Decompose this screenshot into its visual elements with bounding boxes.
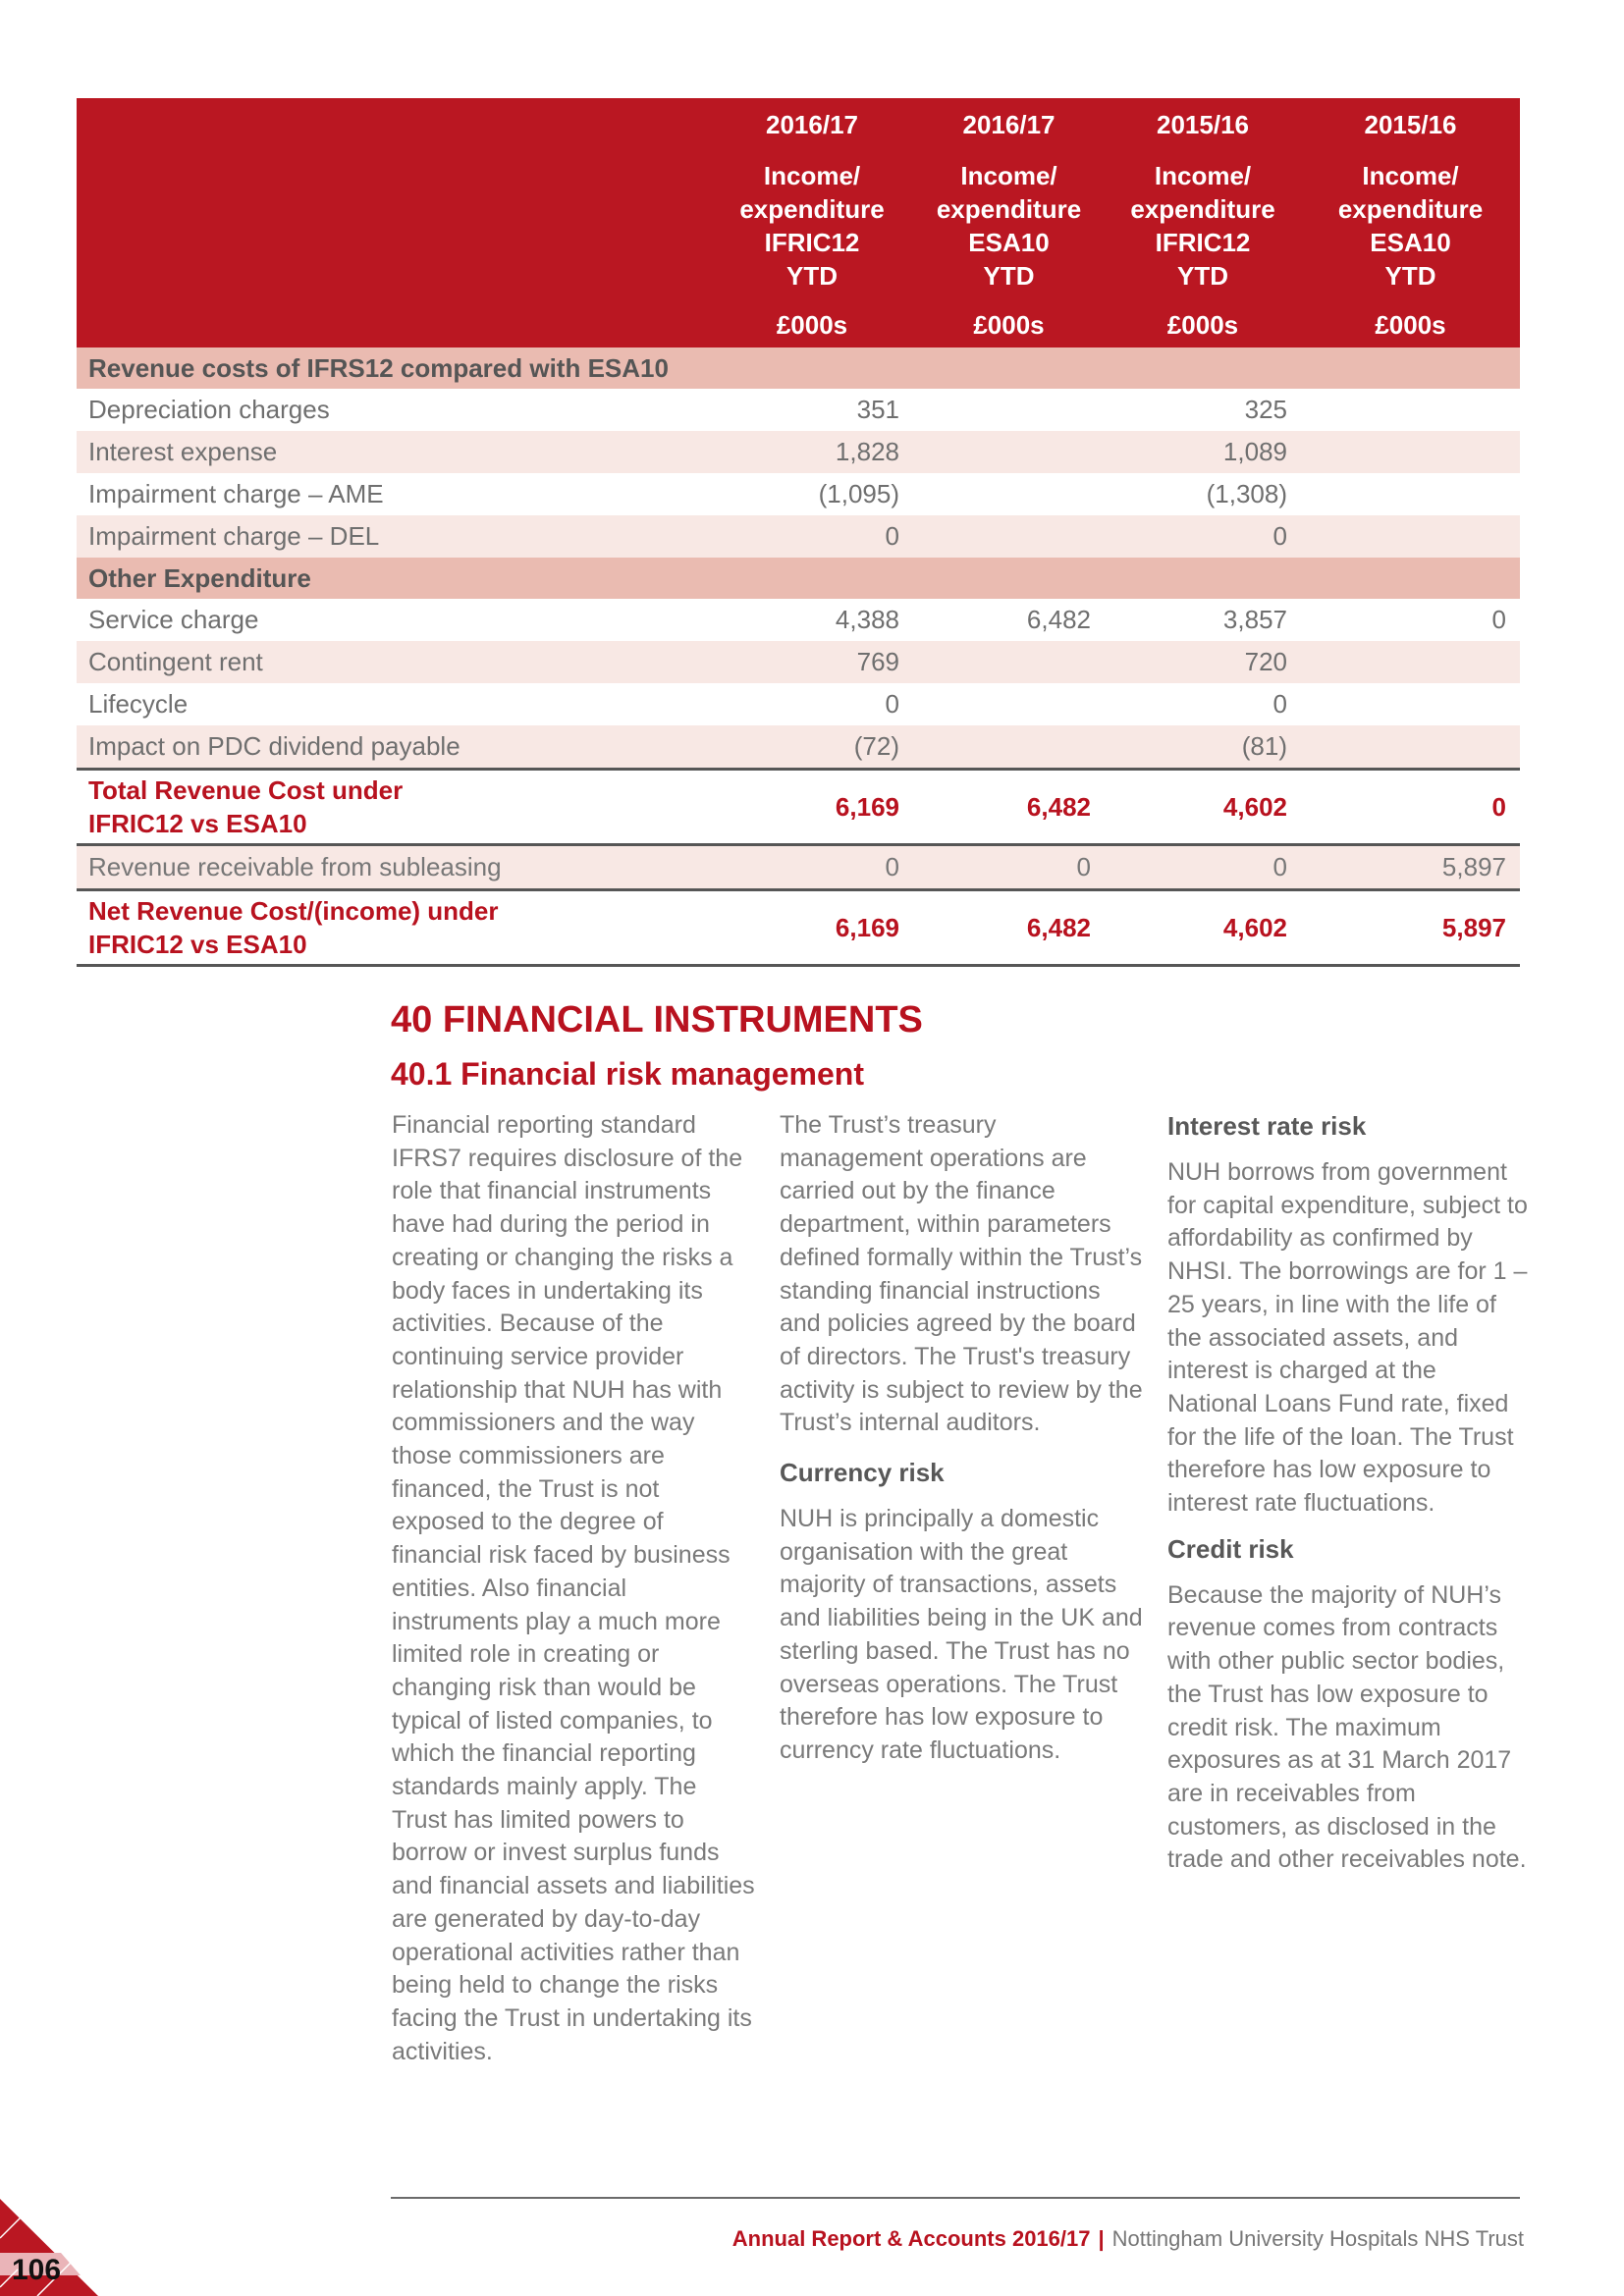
cell-value: 0 (1105, 845, 1301, 890)
table-row (77, 683, 1520, 725)
cell-value: (1,095) (818, 479, 899, 508)
paragraph: Because the majority of NUH’s revenue comes from contracts with other public sector bodies, the Trust has low exposure to credit risk. The maximum exposures as at 31 March 2017 are in receivables from customers, as disclosed in the trade and other receivables note. (1167, 1580, 1527, 1874)
row-label: Lifecycle (88, 689, 189, 719)
cell-value (1301, 641, 1520, 683)
cell-value: 3,857 (1222, 605, 1287, 634)
total-row (77, 770, 1520, 845)
text-column-1 (392, 1109, 755, 2068)
footer (732, 2226, 1524, 2252)
total-value: 6,482 (913, 770, 1105, 845)
table-row (77, 515, 1520, 558)
receivable-row (77, 845, 1520, 890)
column-header: 2016/17 Income/ expenditure IFRIC12 YTD £000s (711, 98, 913, 347)
total-label: Total Revenue Cost under IFRIC12 vs ESA10 (77, 770, 711, 845)
cell-value: 0 (711, 515, 913, 558)
text-column-3 (1167, 1109, 1531, 1877)
cell-value: 0 (885, 689, 899, 719)
cell-value: 325 (1244, 395, 1287, 424)
footer-separator: | (1098, 2226, 1105, 2251)
cell-value: 0 (711, 845, 913, 890)
total-value: 6,169 (711, 770, 913, 845)
report-title: Annual Report & Accounts 2016/17 (731, 2226, 1091, 2251)
cell-value (913, 473, 1105, 515)
total-value: 0 (1301, 770, 1520, 845)
total-value: 4,602 (1105, 770, 1301, 845)
subsection-heading: 40.1 Financial risk management (391, 1056, 864, 1092)
cell-value (913, 515, 1105, 558)
column-header: 2016/17 Income/ expenditure ESA10 YTD £000s (913, 98, 1105, 347)
cell-value: (1,308) (1206, 479, 1287, 508)
cell-value (913, 389, 1105, 431)
interest-rate-risk-heading: Interest rate risk (1167, 1111, 1367, 1141)
net-value: 4,602 (1105, 890, 1301, 966)
revenue-cost-table (77, 98, 1520, 967)
net-label: Net Revenue Cost/(income) under IFRIC12 vs ESA10 (77, 890, 711, 966)
row-label: Interest expense (77, 431, 711, 473)
column-header: 2015/16 Income/ expenditure ESA10 YTD £000s (1301, 98, 1520, 347)
table-row (77, 473, 1520, 515)
table-row (77, 599, 1520, 641)
cell-value: 720 (1105, 641, 1301, 683)
cell-value (1301, 515, 1520, 558)
row-label: Impact on PDC dividend payable (77, 725, 711, 770)
cell-value: 351 (856, 395, 899, 424)
organisation-name: Nottingham University Hospitals NHS Trust (1111, 2226, 1524, 2251)
page-number: 106 (12, 2254, 62, 2286)
cell-value (1301, 725, 1520, 770)
cell-value: 4,388 (835, 605, 899, 634)
paragraph: NUH borrows from government for capital expenditure, subject to affordability as confirmed by NHSI. The borrowings are for 1 – 25 years, in line with the life of the associated assets, and interest is charged at the National Loans Fund rate, fixed for the life of the loan. The Trust therefore has low exposure to interest rate fluctuations. (1167, 1158, 1528, 1518)
row-label: Service charge (88, 605, 259, 634)
cell-value (1301, 683, 1520, 725)
cell-value: 1,089 (1105, 431, 1301, 473)
cell-value (913, 641, 1105, 683)
paragraph: NUH is principally a domestic organisation with the great majority of transactions, assets and liabilities being in the UK and sterling based. The Trust has no overseas operations. The Trust therefore has low exposure to currency rate fluctuations. (780, 1505, 1143, 1764)
currency-risk-heading: Currency risk (780, 1458, 945, 1488)
cell-value (913, 683, 1105, 725)
text-column-2 (780, 1109, 1143, 1768)
cell-value: 6,482 (1026, 605, 1091, 634)
net-value: 6,169 (711, 890, 913, 966)
row-label: Revenue receivable from subleasing (77, 845, 711, 890)
net-total-row (77, 890, 1520, 966)
cell-value (913, 725, 1105, 770)
net-value: 5,897 (1301, 890, 1520, 966)
net-value: 6,482 (913, 890, 1105, 966)
cell-value: 5,897 (1301, 845, 1520, 890)
cell-value: 0 (1105, 515, 1301, 558)
credit-risk-heading: Credit risk (1167, 1533, 1294, 1564)
cell-value (1301, 389, 1520, 431)
table-row (77, 641, 1520, 683)
table-row (77, 389, 1520, 431)
section-header-revenue-costs (77, 347, 1520, 389)
table-row (77, 431, 1520, 473)
cell-value: 0 (1491, 605, 1506, 634)
cell-value: (72) (711, 725, 913, 770)
table-row (77, 725, 1520, 770)
section-title: Other Expenditure (77, 558, 1520, 599)
section-header-other-expenditure (77, 558, 1520, 599)
section-title: Revenue costs of IFRS12 compared with ESA10 (77, 347, 1520, 389)
header-blank (77, 98, 711, 347)
cell-value: 0 (1272, 689, 1287, 719)
cell-value: 0 (913, 845, 1105, 890)
table-header-row (77, 98, 1520, 347)
footer-divider (391, 2197, 1520, 2199)
cell-value: (81) (1105, 725, 1301, 770)
row-label: Contingent rent (77, 641, 711, 683)
row-label: Impairment charge – DEL (77, 515, 711, 558)
cell-value (1301, 431, 1520, 473)
column-header: 2015/16 Income/ expenditure IFRIC12 YTD £000s (1105, 98, 1301, 347)
paragraph: Financial reporting standard IFRS7 requires disclosure of the role that financial instruments have had during the period in creating or changing the risks a body faces in undertaking its activities. Because of the continuing service provider relationship that NUH has with commissioners and the way those commissioners are financed, the Trust is not exposed to the degree of financial risk faced by business entities. Also financial instruments play a much more limited role in creating or changing risk than would be typical of listed companies, to which the financial reporting standards mainly apply. The Trust has limited powers to borrow or invest surplus funds and financial assets and liabilities are generated by day-to-day operational activities rather than being held to change the risks facing the Trust in undertaking its activities. (392, 1111, 755, 2065)
paragraph: The Trust’s treasury management operations are carried out by the finance department, within parameters defined formally within the Trust’s standing financial instructions and policies agreed by the board of directors. The Trust's treasury activity is subject to review by the Trust’s internal auditors. (780, 1111, 1143, 1437)
section-heading: 40 FINANCIAL INSTRUMENTS (391, 999, 923, 1041)
row-label: Impairment charge – AME (88, 479, 384, 508)
cell-value: 769 (711, 641, 913, 683)
cell-value: 1,828 (711, 431, 913, 473)
cell-value (1301, 473, 1520, 515)
cell-value (913, 431, 1105, 473)
row-label: Depreciation charges (88, 395, 330, 424)
